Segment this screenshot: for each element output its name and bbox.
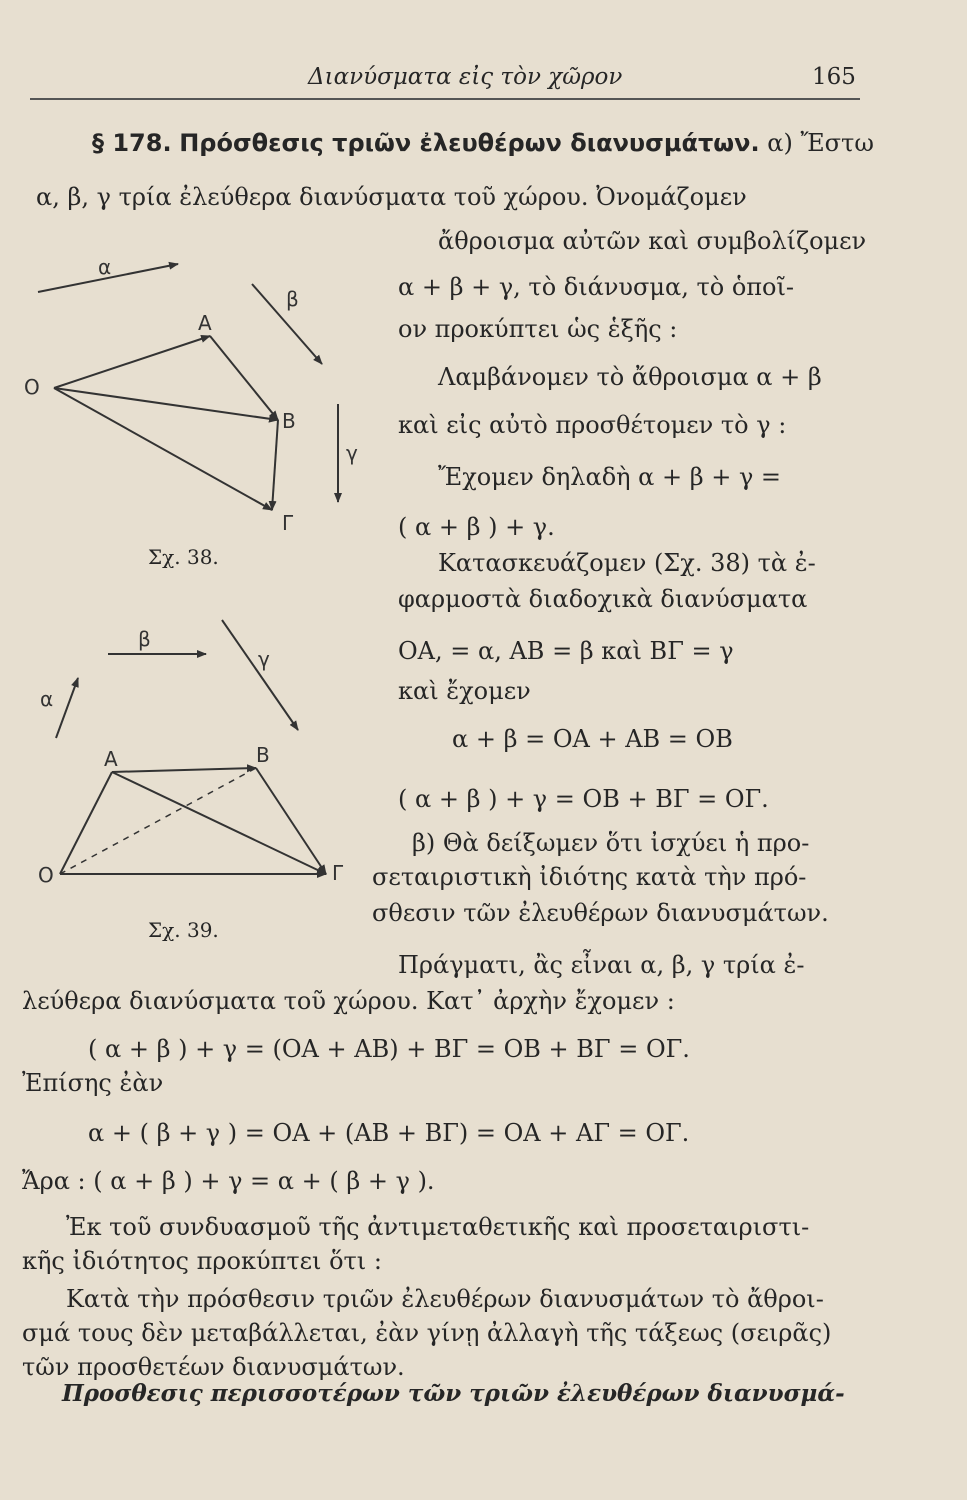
text-line: καὶ ἔχομεν <box>398 677 531 705</box>
label-gamma: γ <box>346 441 358 465</box>
section-number: § 178. <box>92 129 172 157</box>
text-line: ον προκύπτει ὡς ἑξῆς : <box>398 315 678 343</box>
text-line: σμά τους δὲν μεταβάλλεται, ἐὰν γίνῃ ἀλλαγὴ τῆς τάξεως (σειρᾶς) <box>22 1319 832 1347</box>
text-line: Πράγματι, ἂς εἶναι α, β, γ τρία ἐ- <box>398 951 805 979</box>
text-line: Κατασκευάζομεν (Σχ. 38) τὰ ἐ- <box>438 549 816 577</box>
vector-OB <box>60 768 256 874</box>
label-alpha: α <box>40 687 54 711</box>
text-line: ( α + β ) + γ. <box>398 513 555 541</box>
header-rule <box>30 98 860 100</box>
figure-38-caption: Σχ. 38. <box>148 545 219 569</box>
text-line: α + β + γ, τὸ διάνυσμα, τὸ ὁποῖ- <box>398 273 795 301</box>
part-a-intro: α) Ἔστω <box>767 129 874 157</box>
page-number: 165 <box>812 64 856 90</box>
vector-AB <box>210 336 278 420</box>
section-title: Πρόσθεσις τριῶν ἐλευθέρων διανυσμάτων. <box>179 129 760 157</box>
free-vector-gamma <box>222 620 298 730</box>
vector-OA <box>60 772 112 874</box>
text-line: α + ( β + γ ) = ΟΑ + (ΑΒ + ΒΓ) = ΟΑ + ΑΓ = ΟΓ. <box>88 1119 690 1147</box>
text-line: Ἐπίσης ἐὰν <box>22 1069 164 1097</box>
text-line: τῶν προσθετέων διανυσμάτων. <box>22 1353 405 1381</box>
text-line: β) Θὰ δείξωμεν ὅτι ἰσχύει ἡ προ- <box>412 829 810 857</box>
label-O: Ο <box>24 375 40 399</box>
text-line: ΟΑ, = α, ΑΒ = β καὶ ΒΓ = γ <box>398 637 734 665</box>
figure-39-caption: Σχ. 39. <box>148 918 219 942</box>
figure-39 <box>20 610 380 900</box>
label-beta: β <box>286 287 299 311</box>
next-section-heading: Προσθεσις περισσοτέρων τῶν τριῶν ἐλευθέρων διανυσμά- <box>62 1380 845 1407</box>
text-line: σεταιριστικὴ ἰδιότης κατὰ τὴν πρό- <box>372 863 807 891</box>
text-line: σθεσιν τῶν ἐλευθέρων διανυσμάτων. <box>372 899 829 927</box>
label-O: Ο <box>38 863 54 887</box>
figure-38 <box>20 240 380 550</box>
text-line: α + β = ΟΑ + ΑΒ = ΟΒ <box>452 725 733 753</box>
label-A: Α <box>104 747 118 771</box>
text-line: α, β, γ τρία ἐλεύθερα διανύσματα τοῦ χώρου. Ὀνομάζομεν <box>36 183 747 211</box>
label-alpha: α <box>98 255 112 279</box>
text-line: Ἔχομεν δηλαδὴ α + β + γ = <box>438 463 782 491</box>
label-G: Γ <box>282 511 294 535</box>
text-line: καὶ εἰς αὐτὸ προσθέτομεν τὸ γ : <box>398 411 787 439</box>
vector-AB <box>112 768 256 772</box>
label-gamma: γ <box>258 647 270 671</box>
vector-OB <box>54 388 278 420</box>
vector-OG <box>54 388 272 510</box>
vector-OA <box>54 336 210 388</box>
text-line: Λαμβάνομεν τὸ ἄθροισμα α + β <box>438 363 822 391</box>
vector-BG <box>272 420 278 510</box>
label-beta: β <box>138 627 151 651</box>
text-line: ( α + β ) + γ = ΟΒ + ΒΓ = ΟΓ. <box>398 785 769 813</box>
label-B: Β <box>282 409 296 433</box>
free-vector-alpha <box>56 678 78 738</box>
text-line: Ἄρα : ( α + β ) + γ = α + ( β + γ ). <box>22 1167 435 1195</box>
text-line: λεύθερα διανύσματα τοῦ χώρου. Κατ᾽ ἀρχὴν ἔχομεν : <box>22 987 675 1015</box>
text-line: ( α + β ) + γ = (ΟΑ + ΑΒ) + ΒΓ = ΟΒ + ΒΓ = ΟΓ. <box>88 1035 690 1063</box>
text-line: ἄθροισμα αὐτῶν καὶ συμβολίζομεν <box>438 227 867 255</box>
running-title: Διανύσματα εἰς τὸν χῶρον <box>308 64 623 90</box>
text-line: Ἐκ τοῦ συνδυασμοῦ τῆς ἀντιμεταθετικῆς καὶ προσεταιριστι- <box>66 1213 810 1241</box>
text-line: Κατὰ τὴν πρόσθεσιν τριῶν ἐλευθέρων διανυσμάτων τὸ ἄθροι- <box>66 1285 824 1313</box>
label-B: Β <box>256 743 270 767</box>
label-A: Α <box>198 311 212 335</box>
text-line: φαρμοστὰ διαδοχικὰ διανύσματα <box>398 585 808 613</box>
label-G: Γ <box>332 861 344 885</box>
section-heading <box>92 128 874 158</box>
text-line: κῆς ἰδιότητος προκύπτει ὅτι : <box>22 1247 382 1275</box>
